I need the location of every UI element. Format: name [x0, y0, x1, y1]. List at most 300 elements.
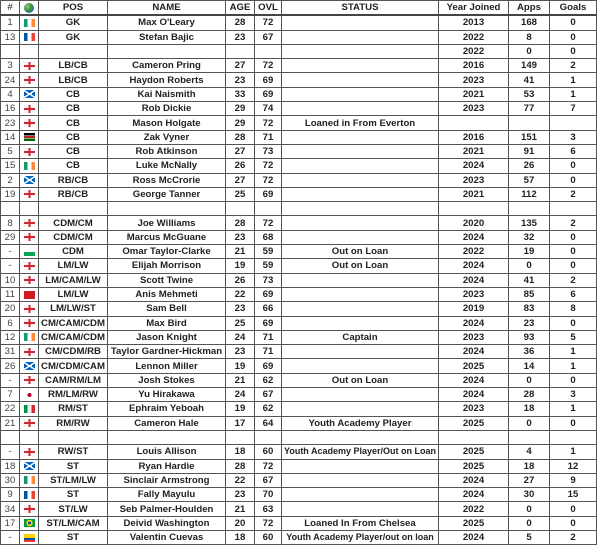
cell-num[interactable]: 21 [1, 416, 20, 430]
cell-goals[interactable]: 1 [550, 359, 597, 373]
cell-year[interactable]: 2025 [439, 359, 509, 373]
cell-apps[interactable]: 91 [509, 144, 550, 158]
cell-goals[interactable]: 5 [550, 330, 597, 344]
table-row[interactable] [1, 316, 597, 330]
cell-age[interactable]: 26 [226, 159, 255, 173]
cell-flag[interactable] [20, 15, 39, 30]
cell-pos[interactable]: RB/CB [39, 187, 108, 201]
cell-age[interactable]: 28 [226, 15, 255, 30]
cell-pos[interactable] [39, 202, 108, 216]
cell-num[interactable]: 3 [1, 59, 20, 73]
cell-name[interactable]: Mason Holgate [108, 116, 226, 130]
cell-age[interactable]: 18 [226, 445, 255, 459]
cell-name[interactable]: Scott Twine [108, 273, 226, 287]
cell-year[interactable]: 2024 [439, 316, 509, 330]
cell-year[interactable]: 2023 [439, 102, 509, 116]
cell-goals[interactable]: 3 [550, 388, 597, 402]
cell-age[interactable]: 19 [226, 359, 255, 373]
cell-pos[interactable]: RM/RW [39, 416, 108, 430]
cell-goals[interactable]: 2 [550, 273, 597, 287]
cell-num[interactable]: - [1, 373, 20, 387]
cell-age[interactable]: 17 [226, 416, 255, 430]
cell-goals[interactable]: 0 [550, 44, 597, 58]
cell-ovl[interactable]: 72 [255, 516, 282, 530]
cell-apps[interactable]: 23 [509, 316, 550, 330]
cell-num[interactable]: - [1, 530, 20, 544]
header-flag[interactable] [20, 1, 39, 16]
cell-status[interactable] [282, 273, 439, 287]
cell-year[interactable]: 2024 [439, 259, 509, 273]
cell-age[interactable]: 27 [226, 173, 255, 187]
cell-apps[interactable] [509, 430, 550, 444]
cell-num[interactable]: 26 [1, 359, 20, 373]
cell-age[interactable]: 23 [226, 302, 255, 316]
cell-name[interactable]: Max O'Leary [108, 15, 226, 30]
cell-flag[interactable] [20, 430, 39, 444]
cell-flag[interactable] [20, 488, 39, 502]
table-row[interactable] [1, 345, 597, 359]
cell-goals[interactable]: 0 [550, 245, 597, 259]
cell-goals[interactable]: 7 [550, 102, 597, 116]
cell-num[interactable]: 10 [1, 273, 20, 287]
cell-flag[interactable] [20, 187, 39, 201]
cell-num[interactable]: 18 [1, 459, 20, 473]
cell-goals[interactable]: 0 [550, 316, 597, 330]
cell-pos[interactable]: RM/LM/RW [39, 388, 108, 402]
cell-ovl[interactable] [255, 44, 282, 58]
cell-status[interactable] [282, 488, 439, 502]
cell-num[interactable] [1, 202, 20, 216]
cell-name[interactable]: Rob Dickie [108, 102, 226, 116]
cell-goals[interactable]: 8 [550, 302, 597, 316]
cell-status[interactable] [282, 30, 439, 44]
cell-name[interactable]: Valentin Cuevas [108, 530, 226, 544]
cell-pos[interactable] [39, 430, 108, 444]
cell-goals[interactable]: 1 [550, 345, 597, 359]
table-row[interactable] [1, 516, 597, 530]
cell-flag[interactable] [20, 245, 39, 259]
cell-status[interactable]: Youth Academy Player [282, 416, 439, 430]
table-row[interactable] [1, 102, 597, 116]
cell-goals[interactable]: 1 [550, 73, 597, 87]
cell-age[interactable]: 25 [226, 187, 255, 201]
cell-pos[interactable]: ST [39, 488, 108, 502]
cell-num[interactable]: 5 [1, 144, 20, 158]
header-apps[interactable]: Apps [509, 1, 550, 16]
cell-num[interactable]: - [1, 445, 20, 459]
cell-num[interactable]: 23 [1, 116, 20, 130]
cell-pos[interactable]: CDM [39, 245, 108, 259]
cell-pos[interactable]: ST/LM/CAM [39, 516, 108, 530]
cell-num[interactable]: 16 [1, 102, 20, 116]
cell-name[interactable]: Yu Hirakawa [108, 388, 226, 402]
cell-age[interactable] [226, 202, 255, 216]
cell-pos[interactable]: LM/LW [39, 287, 108, 301]
cell-age[interactable]: 29 [226, 102, 255, 116]
table-row[interactable] [1, 216, 597, 230]
cell-name[interactable]: George Tanner [108, 187, 226, 201]
cell-status[interactable]: Loaned In From Chelsea [282, 516, 439, 530]
cell-apps[interactable]: 168 [509, 15, 550, 30]
cell-age[interactable]: 23 [226, 230, 255, 244]
cell-ovl[interactable]: 67 [255, 30, 282, 44]
cell-status[interactable] [282, 73, 439, 87]
cell-pos[interactable]: ST/LM/LW [39, 473, 108, 487]
cell-ovl[interactable]: 71 [255, 345, 282, 359]
cell-ovl[interactable]: 69 [255, 287, 282, 301]
cell-ovl[interactable]: 69 [255, 187, 282, 201]
cell-name[interactable]: Lennon Miller [108, 359, 226, 373]
cell-year[interactable]: 2024 [439, 488, 509, 502]
cell-name[interactable]: Ephraim Yeboah [108, 402, 226, 416]
cell-name[interactable]: Cameron Hale [108, 416, 226, 430]
cell-flag[interactable] [20, 502, 39, 516]
cell-year[interactable]: 2023 [439, 173, 509, 187]
cell-flag[interactable] [20, 473, 39, 487]
header-num[interactable]: # [1, 1, 20, 16]
cell-name[interactable]: Jason Knight [108, 330, 226, 344]
cell-name[interactable] [108, 44, 226, 58]
cell-goals[interactable]: 0 [550, 15, 597, 30]
cell-apps[interactable]: 30 [509, 488, 550, 502]
cell-apps[interactable]: 28 [509, 388, 550, 402]
cell-ovl[interactable]: 64 [255, 416, 282, 430]
cell-status[interactable] [282, 144, 439, 158]
cell-pos[interactable]: GK [39, 30, 108, 44]
cell-status[interactable] [282, 173, 439, 187]
spacer-row[interactable] [1, 430, 597, 444]
cell-status[interactable] [282, 459, 439, 473]
cell-ovl[interactable]: 67 [255, 388, 282, 402]
cell-ovl[interactable]: 62 [255, 373, 282, 387]
cell-year[interactable]: 2021 [439, 144, 509, 158]
spacer-row[interactable] [1, 202, 597, 216]
cell-apps[interactable]: 36 [509, 345, 550, 359]
cell-pos[interactable]: CB [39, 130, 108, 144]
cell-num[interactable]: 19 [1, 187, 20, 201]
cell-name[interactable]: Haydon Roberts [108, 73, 226, 87]
cell-flag[interactable] [20, 459, 39, 473]
cell-pos[interactable]: GK [39, 15, 108, 30]
cell-status[interactable] [282, 502, 439, 516]
cell-age[interactable]: 27 [226, 59, 255, 73]
cell-name[interactable]: Ross McCrorie [108, 173, 226, 187]
cell-num[interactable]: 9 [1, 488, 20, 502]
cell-name[interactable]: Sinclair Armstrong [108, 473, 226, 487]
cell-flag[interactable] [20, 416, 39, 430]
cell-num[interactable]: 20 [1, 302, 20, 316]
cell-num[interactable]: 6 [1, 316, 20, 330]
cell-status[interactable] [282, 430, 439, 444]
cell-goals[interactable]: 9 [550, 473, 597, 487]
cell-flag[interactable] [20, 30, 39, 44]
cell-apps[interactable]: 0 [509, 416, 550, 430]
cell-age[interactable] [226, 44, 255, 58]
cell-status[interactable] [282, 202, 439, 216]
cell-flag[interactable] [20, 530, 39, 544]
cell-goals[interactable]: 0 [550, 159, 597, 173]
table-row[interactable] [1, 230, 597, 244]
cell-name[interactable]: Seb Palmer-Houlden [108, 502, 226, 516]
cell-goals[interactable]: 0 [550, 416, 597, 430]
cell-age[interactable]: 24 [226, 330, 255, 344]
table-row[interactable] [1, 59, 597, 73]
cell-year[interactable]: 2025 [439, 445, 509, 459]
cell-apps[interactable] [509, 202, 550, 216]
cell-apps[interactable]: 8 [509, 30, 550, 44]
cell-num[interactable]: 7 [1, 388, 20, 402]
cell-year[interactable]: 2022 [439, 30, 509, 44]
header-age[interactable]: AGE [226, 1, 255, 16]
table-row[interactable] [1, 187, 597, 201]
cell-age[interactable]: 18 [226, 530, 255, 544]
cell-year[interactable]: 2025 [439, 459, 509, 473]
cell-apps[interactable]: 0 [509, 502, 550, 516]
cell-status[interactable]: Loaned in From Everton [282, 116, 439, 130]
cell-year[interactable]: 2023 [439, 287, 509, 301]
cell-pos[interactable]: CB [39, 144, 108, 158]
cell-age[interactable]: 28 [226, 130, 255, 144]
cell-ovl[interactable]: 62 [255, 402, 282, 416]
cell-name[interactable]: Louis Allison [108, 445, 226, 459]
cell-ovl[interactable]: 70 [255, 488, 282, 502]
cell-name[interactable]: Deivid Washington [108, 516, 226, 530]
cell-name[interactable]: Fally Mayulu [108, 488, 226, 502]
table-row[interactable] [1, 373, 597, 387]
cell-ovl[interactable]: 72 [255, 159, 282, 173]
cell-ovl[interactable] [255, 430, 282, 444]
cell-pos[interactable]: CM/CAM/CDM [39, 316, 108, 330]
cell-status[interactable]: Out on Loan [282, 245, 439, 259]
cell-num[interactable]: 8 [1, 216, 20, 230]
cell-apps[interactable]: 83 [509, 302, 550, 316]
cell-status[interactable]: Youth Academy Player/Out on Loan [282, 445, 439, 459]
cell-year[interactable]: 2024 [439, 273, 509, 287]
table-row[interactable] [1, 287, 597, 301]
cell-flag[interactable] [20, 216, 39, 230]
cell-age[interactable]: 33 [226, 87, 255, 101]
header-name[interactable]: NAME [108, 1, 226, 16]
cell-flag[interactable] [20, 402, 39, 416]
cell-apps[interactable]: 18 [509, 459, 550, 473]
table-row[interactable] [1, 502, 597, 516]
cell-flag[interactable] [20, 202, 39, 216]
cell-ovl[interactable] [255, 202, 282, 216]
table-row[interactable] [1, 330, 597, 344]
cell-year[interactable]: 2024 [439, 230, 509, 244]
cell-year[interactable]: 2024 [439, 388, 509, 402]
table-row[interactable] [1, 388, 597, 402]
header-status[interactable]: STATUS [282, 1, 439, 16]
cell-year[interactable]: 2021 [439, 87, 509, 101]
cell-apps[interactable]: 93 [509, 330, 550, 344]
cell-name[interactable] [108, 202, 226, 216]
cell-name[interactable]: Ryan Hardie [108, 459, 226, 473]
cell-age[interactable]: 20 [226, 516, 255, 530]
cell-apps[interactable] [509, 116, 550, 130]
cell-flag[interactable] [20, 59, 39, 73]
cell-goals[interactable] [550, 430, 597, 444]
cell-ovl[interactable]: 59 [255, 259, 282, 273]
cell-num[interactable]: 13 [1, 30, 20, 44]
cell-pos[interactable]: LM/CAM/LW [39, 273, 108, 287]
cell-flag[interactable] [20, 173, 39, 187]
cell-num[interactable]: 15 [1, 159, 20, 173]
cell-age[interactable]: 25 [226, 316, 255, 330]
cell-name[interactable]: Taylor Gardner-Hickman [108, 345, 226, 359]
cell-age[interactable]: 26 [226, 273, 255, 287]
table-row[interactable] [1, 416, 597, 430]
cell-num[interactable]: 17 [1, 516, 20, 530]
cell-pos[interactable]: LM/LW [39, 259, 108, 273]
cell-goals[interactable]: 2 [550, 187, 597, 201]
header-ovl[interactable]: OVL [255, 1, 282, 16]
cell-age[interactable]: 21 [226, 373, 255, 387]
cell-age[interactable] [226, 430, 255, 444]
cell-age[interactable]: 28 [226, 459, 255, 473]
cell-year[interactable]: 2024 [439, 159, 509, 173]
cell-status[interactable]: Out on Loan [282, 373, 439, 387]
cell-ovl[interactable]: 68 [255, 230, 282, 244]
cell-status[interactable] [282, 15, 439, 30]
cell-flag[interactable] [20, 87, 39, 101]
cell-flag[interactable] [20, 445, 39, 459]
cell-year[interactable]: 2021 [439, 187, 509, 201]
cell-age[interactable]: 23 [226, 30, 255, 44]
cell-apps[interactable]: 18 [509, 402, 550, 416]
cell-ovl[interactable]: 72 [255, 15, 282, 30]
cell-num[interactable]: 1 [1, 15, 20, 30]
spacer-row[interactable] [1, 44, 597, 58]
cell-goals[interactable]: 2 [550, 216, 597, 230]
cell-pos[interactable]: LB/CB [39, 73, 108, 87]
cell-num[interactable]: 30 [1, 473, 20, 487]
cell-ovl[interactable]: 72 [255, 173, 282, 187]
cell-age[interactable]: 22 [226, 473, 255, 487]
header-pos[interactable]: POS [39, 1, 108, 16]
table-row[interactable] [1, 87, 597, 101]
table-row[interactable] [1, 144, 597, 158]
cell-flag[interactable] [20, 388, 39, 402]
cell-flag[interactable] [20, 159, 39, 173]
cell-flag[interactable] [20, 259, 39, 273]
cell-status[interactable] [282, 302, 439, 316]
cell-apps[interactable]: 32 [509, 230, 550, 244]
cell-flag[interactable] [20, 44, 39, 58]
cell-pos[interactable] [39, 44, 108, 58]
cell-name[interactable] [108, 430, 226, 444]
cell-num[interactable]: 29 [1, 230, 20, 244]
cell-status[interactable] [282, 230, 439, 244]
cell-ovl[interactable]: 72 [255, 116, 282, 130]
cell-name[interactable]: Sam Bell [108, 302, 226, 316]
cell-flag[interactable] [20, 330, 39, 344]
cell-pos[interactable]: CB [39, 159, 108, 173]
cell-goals[interactable]: 0 [550, 502, 597, 516]
cell-pos[interactable]: CM/CAM/CDM [39, 330, 108, 344]
cell-apps[interactable]: 41 [509, 273, 550, 287]
cell-age[interactable]: 21 [226, 245, 255, 259]
cell-pos[interactable]: RW/ST [39, 445, 108, 459]
cell-apps[interactable]: 19 [509, 245, 550, 259]
header-year-joined[interactable]: Year Joined [439, 1, 509, 16]
cell-age[interactable]: 23 [226, 488, 255, 502]
cell-age[interactable]: 22 [226, 287, 255, 301]
table-row[interactable] [1, 402, 597, 416]
cell-status[interactable] [282, 388, 439, 402]
cell-apps[interactable]: 27 [509, 473, 550, 487]
cell-status[interactable]: Youth Academy Player/out on loan [282, 530, 439, 544]
table-row[interactable] [1, 173, 597, 187]
cell-flag[interactable] [20, 302, 39, 316]
cell-apps[interactable]: 0 [509, 259, 550, 273]
cell-apps[interactable]: 0 [509, 373, 550, 387]
cell-pos[interactable]: LB/CB [39, 59, 108, 73]
cell-age[interactable]: 27 [226, 144, 255, 158]
cell-apps[interactable]: 85 [509, 287, 550, 301]
cell-apps[interactable]: 77 [509, 102, 550, 116]
cell-status[interactable] [282, 102, 439, 116]
cell-year[interactable]: 2022 [439, 245, 509, 259]
cell-goals[interactable]: 0 [550, 259, 597, 273]
cell-year[interactable]: 2016 [439, 59, 509, 73]
cell-flag[interactable] [20, 273, 39, 287]
cell-pos[interactable]: CB [39, 87, 108, 101]
cell-ovl[interactable]: 60 [255, 445, 282, 459]
cell-age[interactable]: 23 [226, 73, 255, 87]
cell-apps[interactable]: 41 [509, 73, 550, 87]
cell-ovl[interactable]: 69 [255, 87, 282, 101]
cell-status[interactable] [282, 216, 439, 230]
cell-num[interactable]: 24 [1, 73, 20, 87]
cell-pos[interactable]: CDM/CM [39, 230, 108, 244]
cell-year[interactable]: 2025 [439, 416, 509, 430]
cell-name[interactable]: Marcus McGuane [108, 230, 226, 244]
cell-ovl[interactable]: 71 [255, 130, 282, 144]
cell-apps[interactable]: 151 [509, 130, 550, 144]
cell-status[interactable] [282, 402, 439, 416]
cell-pos[interactable]: CDM/CM [39, 216, 108, 230]
cell-pos[interactable]: CB [39, 102, 108, 116]
cell-year[interactable]: 2020 [439, 216, 509, 230]
cell-ovl[interactable]: 63 [255, 502, 282, 516]
cell-age[interactable]: 19 [226, 259, 255, 273]
cell-goals[interactable]: 0 [550, 230, 597, 244]
cell-num[interactable]: 2 [1, 173, 20, 187]
cell-year[interactable]: 2023 [439, 330, 509, 344]
cell-name[interactable]: Omar Taylor-Clarke [108, 245, 226, 259]
cell-name[interactable]: Zak Vyner [108, 130, 226, 144]
cell-age[interactable]: 29 [226, 116, 255, 130]
cell-pos[interactable]: ST [39, 459, 108, 473]
cell-age[interactable]: 19 [226, 402, 255, 416]
cell-name[interactable]: Kai Naismith [108, 87, 226, 101]
cell-flag[interactable] [20, 73, 39, 87]
cell-num[interactable]: 12 [1, 330, 20, 344]
cell-flag[interactable] [20, 316, 39, 330]
cell-status[interactable] [282, 359, 439, 373]
cell-name[interactable]: Anis Mehmeti [108, 287, 226, 301]
cell-flag[interactable] [20, 116, 39, 130]
cell-num[interactable] [1, 44, 20, 58]
cell-goals[interactable]: 0 [550, 30, 597, 44]
cell-flag[interactable] [20, 144, 39, 158]
table-row[interactable] [1, 15, 597, 30]
table-row[interactable] [1, 359, 597, 373]
cell-status[interactable] [282, 316, 439, 330]
cell-age[interactable]: 21 [226, 502, 255, 516]
cell-num[interactable]: 34 [1, 502, 20, 516]
